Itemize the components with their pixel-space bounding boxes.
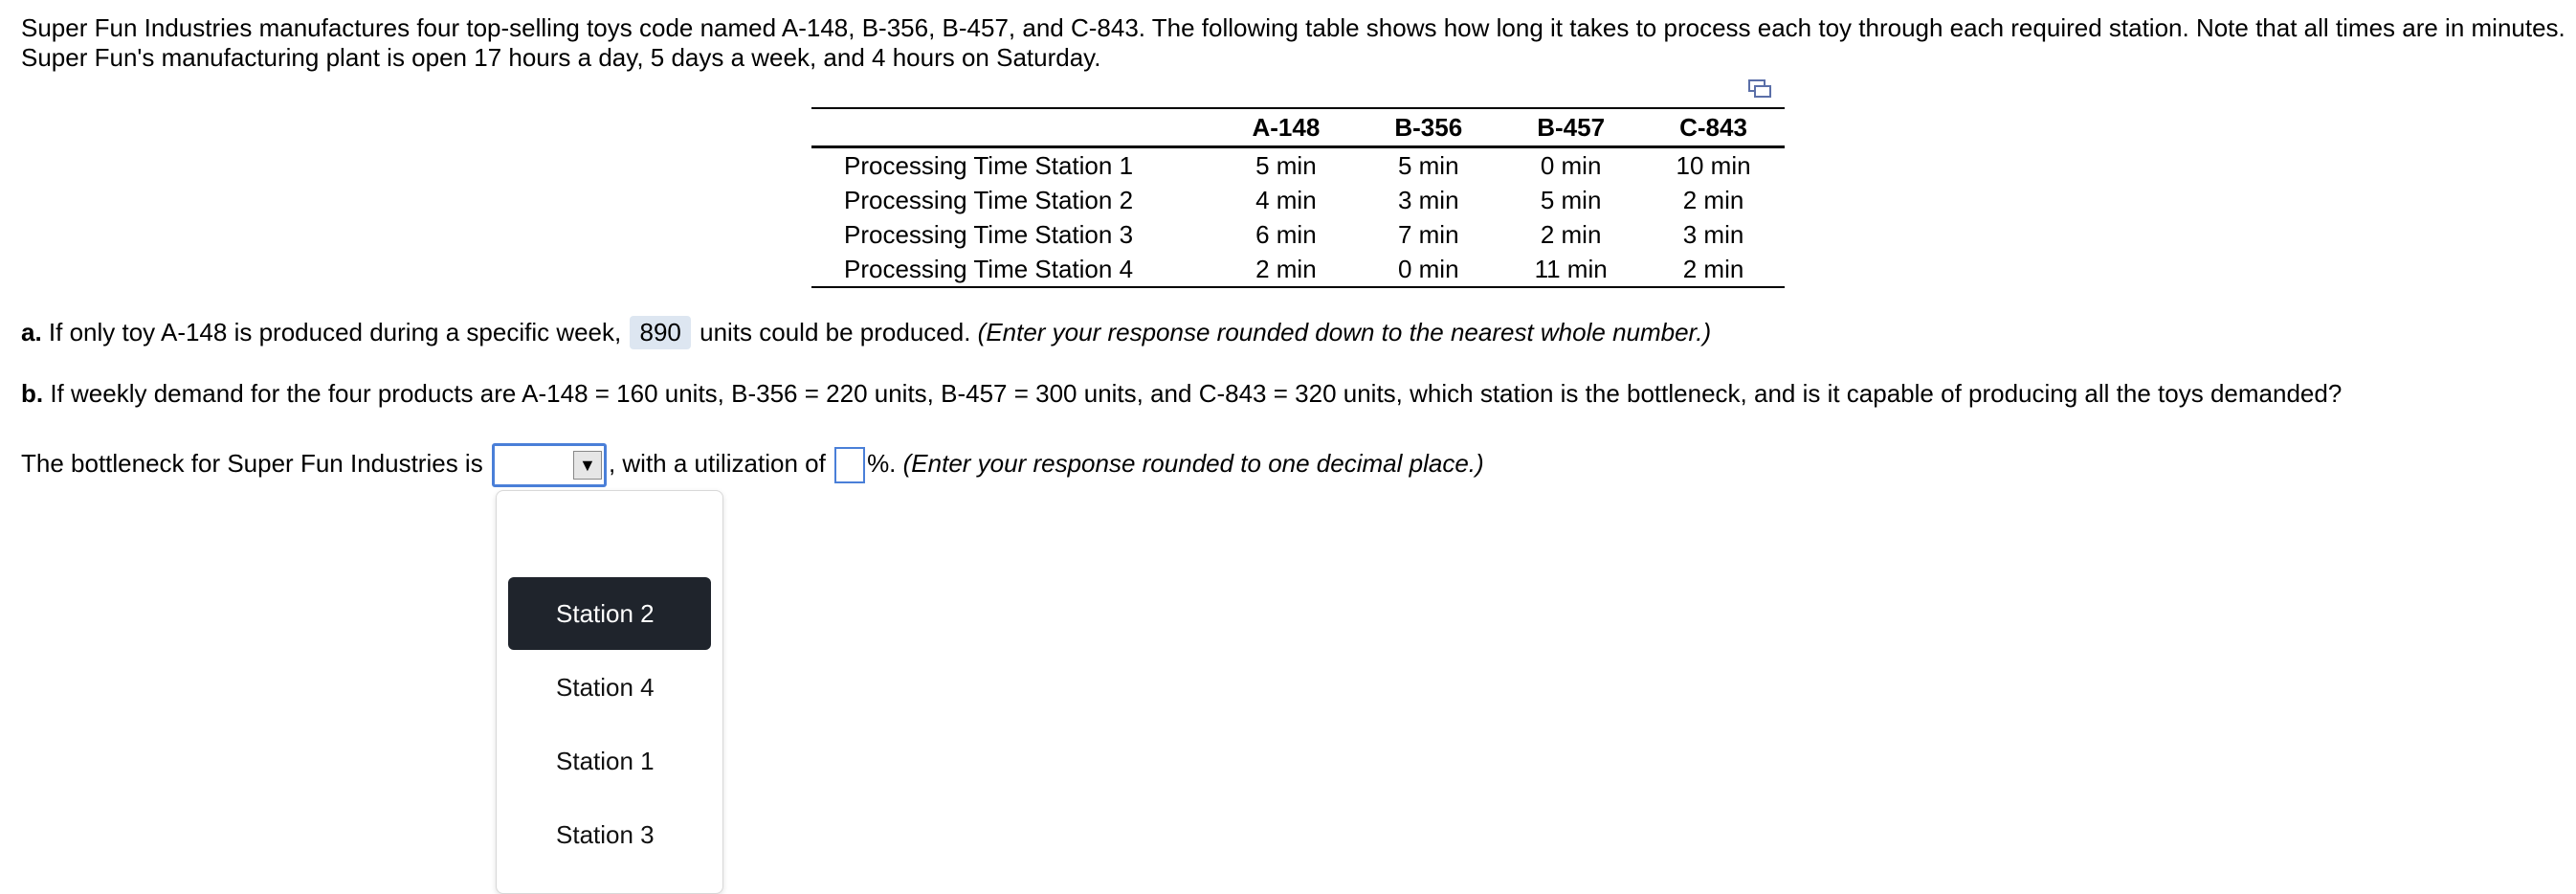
- table-row: [811, 183, 1785, 217]
- question-a-text: If only toy A-148 is produced during a specific week,: [41, 318, 622, 346]
- header-b457: B-457: [1499, 108, 1642, 147]
- table-row: [811, 147, 1785, 184]
- question-b: [21, 379, 2342, 409]
- table-cell: 2 min: [1642, 252, 1785, 287]
- table-cell: 5 min: [1540, 185, 1602, 214]
- question-a-hint: (Enter your response rounded down to the nearest whole number.): [977, 318, 1712, 346]
- table-cell: 2 min: [1540, 219, 1602, 249]
- table-cell: 5 min: [1255, 150, 1317, 180]
- bottleneck-select[interactable]: [492, 443, 607, 487]
- question-b-prefix: b.: [21, 379, 44, 408]
- utilization-hint: (Enter your response rounded to one decimal place.): [902, 448, 1484, 478]
- intro-line-1: Super Fun Industries manufactures four top-selling toys code named A-148, B-356, B-457, and C-843. The following table shows how long it takes to process each toy through each required station. Note that all times are in minutes.: [21, 13, 2565, 42]
- row-label: Processing Time Station 3: [844, 219, 1134, 249]
- bottleneck-dropdown-menu: [496, 490, 723, 894]
- table-cell: 2 min: [1682, 185, 1744, 214]
- table-header-row: [811, 108, 1785, 147]
- intro-line-2: Super Fun's manufacturing plant is open 17 hours a day, 5 days a week, and 4 hours on Saturday.: [21, 43, 1101, 72]
- header-empty: [811, 108, 1214, 147]
- header-a148: A-148: [1214, 108, 1357, 147]
- header-c843: C-843: [1642, 108, 1785, 147]
- dropdown-option-station-4[interactable]: Station 4: [556, 673, 655, 702]
- dropdown-arrow-icon[interactable]: ▼: [573, 451, 602, 480]
- table-cell: 2 min: [1214, 252, 1357, 287]
- table-cell: 0 min: [1357, 252, 1499, 287]
- dropdown-option-station-3[interactable]: Station 3: [556, 820, 655, 849]
- table-cell: 4 min: [1255, 185, 1317, 214]
- percent-sign: %.: [867, 448, 897, 478]
- processing-time-table: [811, 107, 1785, 288]
- table-cell: 11 min: [1499, 252, 1642, 287]
- table-cell: 7 min: [1397, 219, 1459, 249]
- utilization-input[interactable]: [834, 447, 865, 483]
- row-label: Processing Time Station 4: [811, 252, 1214, 287]
- question-b-text: If weekly demand for the four products are A-148 = 160 units, B-356 = 220 units, B-457 = 300 units, and C-843 = 320 units, which station is the bottleneck, and is it capable of producing all the toys demanded?: [43, 379, 2343, 408]
- bottleneck-line: [21, 443, 1484, 487]
- header-b356: B-356: [1357, 108, 1499, 147]
- row-label: Processing Time Station 1: [844, 150, 1134, 180]
- table-cell: 3 min: [1682, 219, 1744, 249]
- table-cell: 0 min: [1540, 150, 1602, 180]
- table-row: [811, 252, 1785, 287]
- copy-table-icon[interactable]: [1748, 79, 1771, 99]
- question-a-prefix: a.: [21, 318, 42, 346]
- question-a-text-after: units could be produced.: [700, 318, 971, 346]
- bottleneck-text: The bottleneck for Super Fun Industries is: [21, 448, 483, 478]
- question-a: [21, 316, 1711, 349]
- utilization-text: , with a utilization of: [608, 448, 826, 478]
- dropdown-option-station-1[interactable]: Station 1: [556, 747, 655, 775]
- table-cell: 10 min: [1676, 150, 1751, 180]
- table-row: [811, 217, 1785, 252]
- table-cell: 3 min: [1397, 185, 1459, 214]
- answer-a-field[interactable]: 890: [630, 316, 690, 349]
- table-cell: 5 min: [1397, 150, 1459, 180]
- table-cell: 6 min: [1255, 219, 1317, 249]
- row-label: Processing Time Station 2: [844, 185, 1134, 214]
- problem-statement: [21, 13, 2566, 73]
- dropdown-option-station-2[interactable]: Station 2: [508, 577, 711, 650]
